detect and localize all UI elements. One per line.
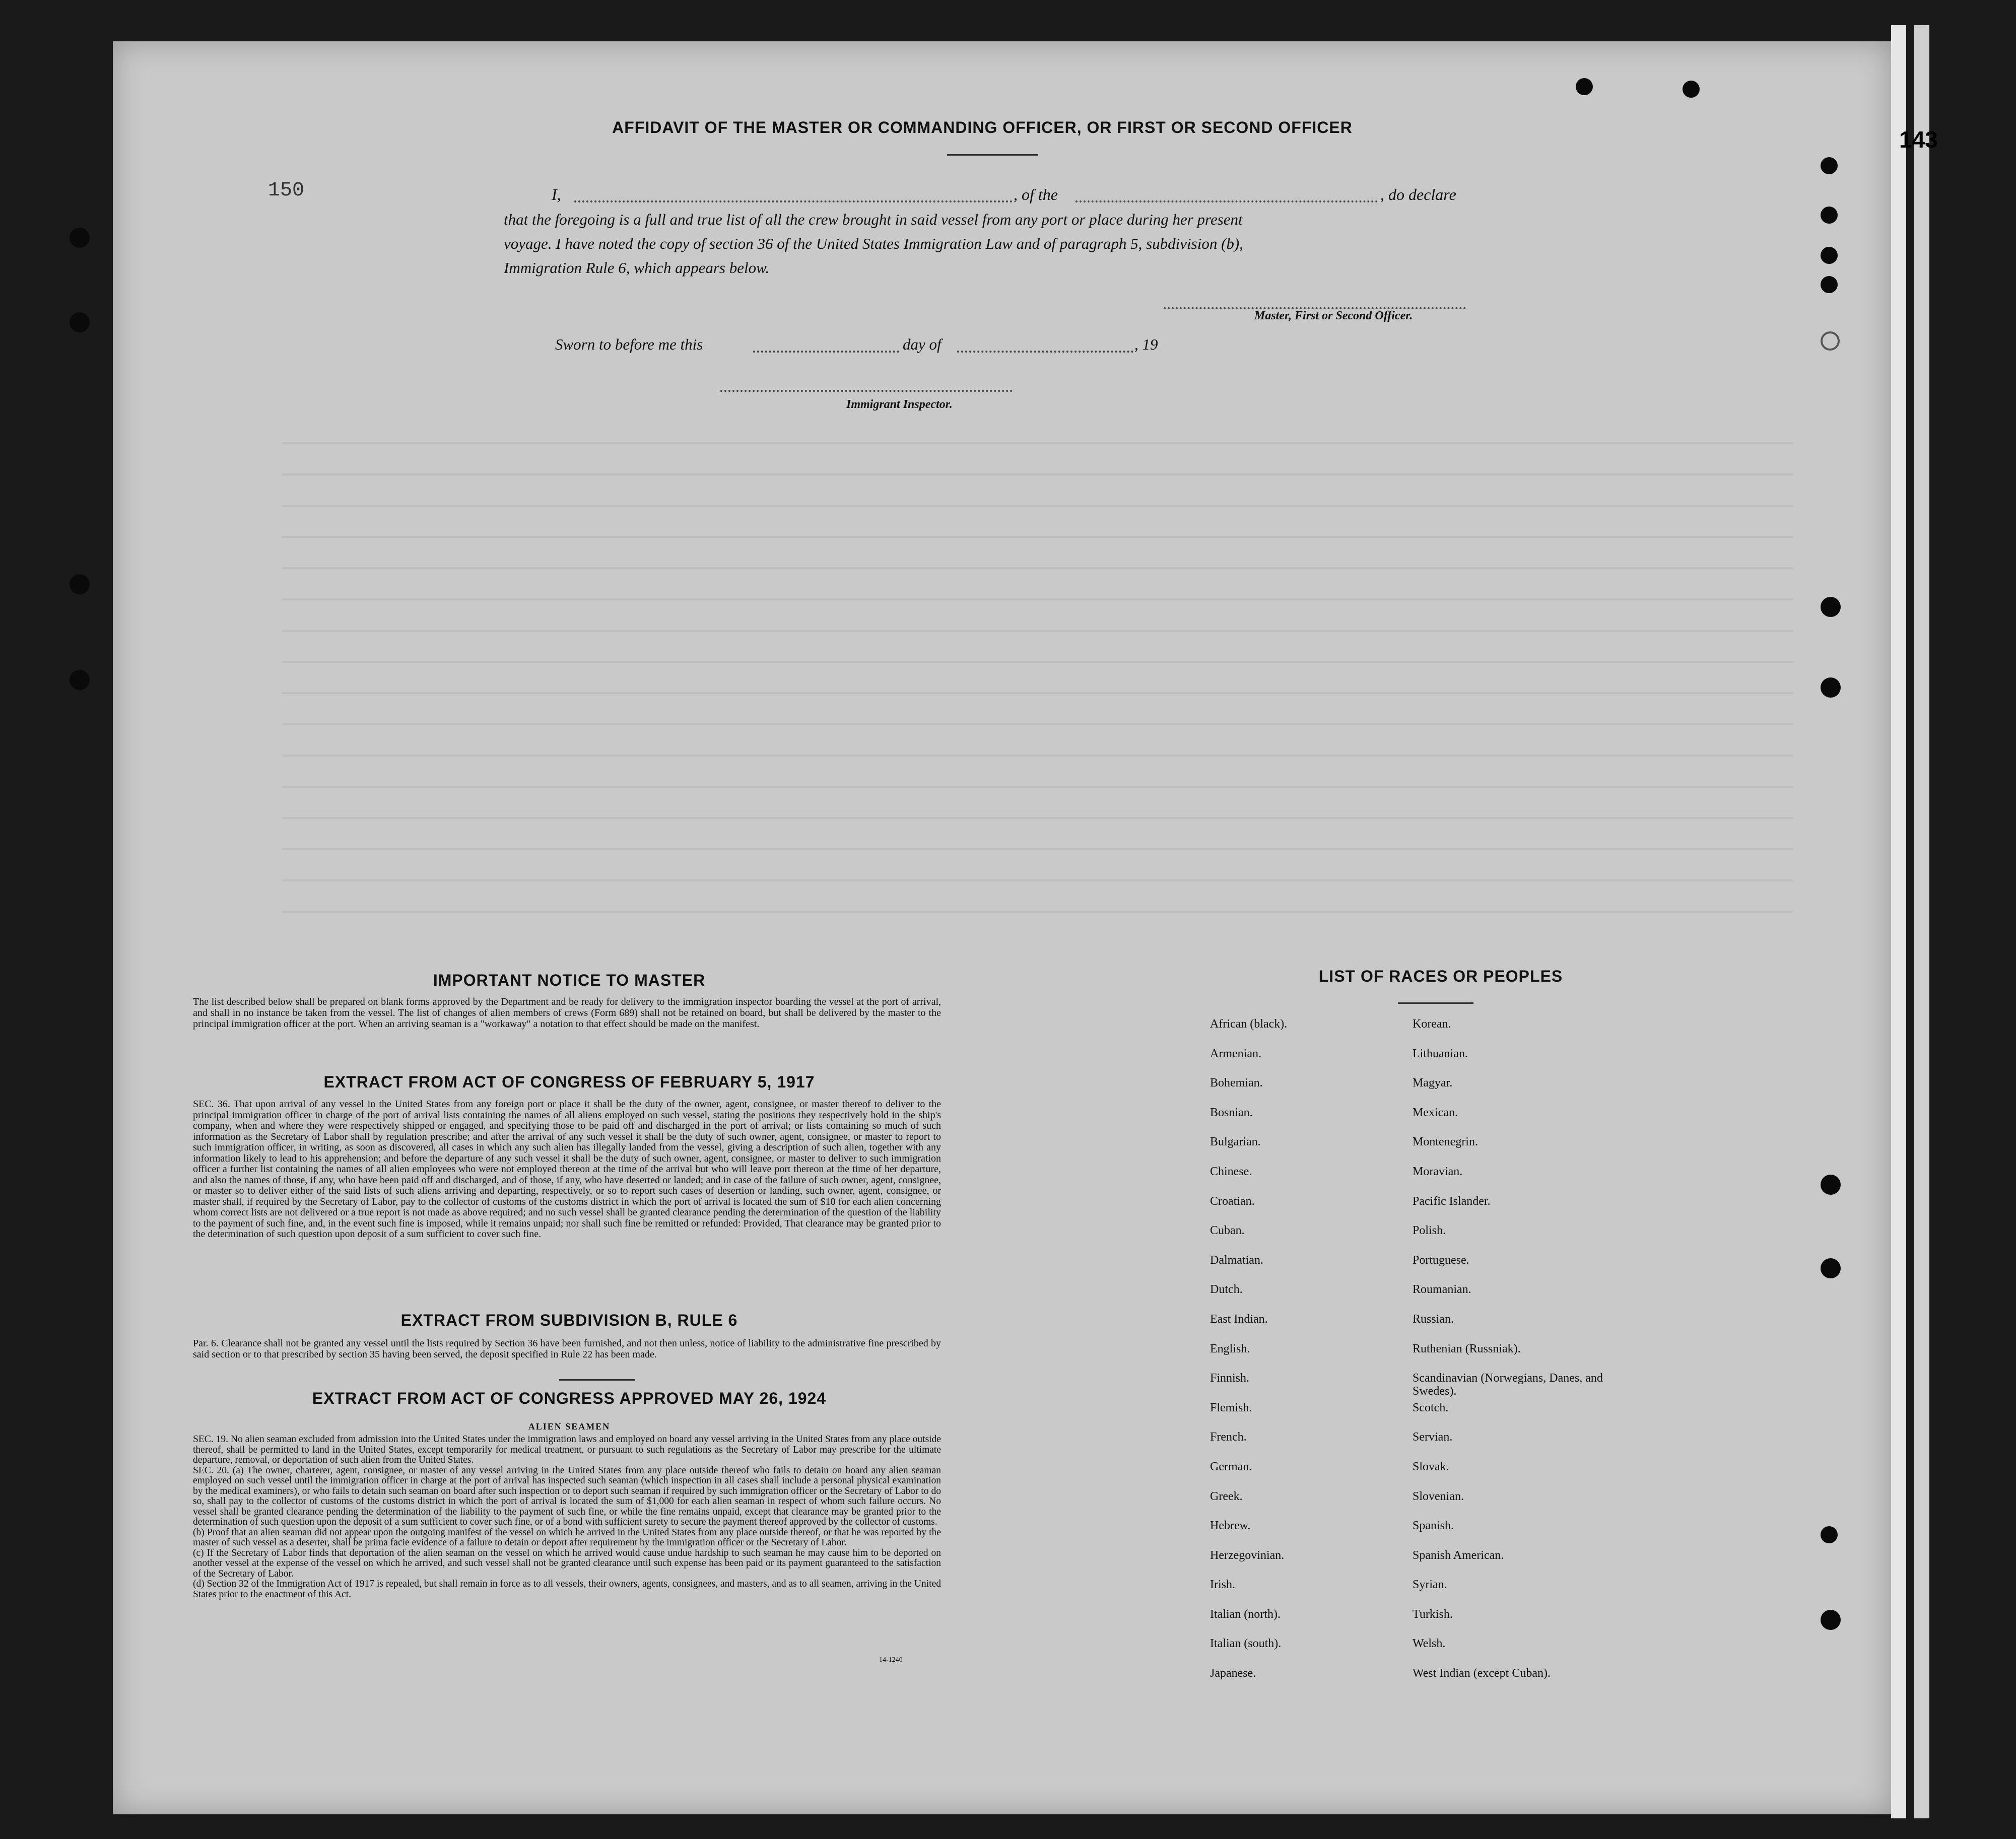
races-right-column xyxy=(1413,1017,1604,1696)
race-item: Turkish. xyxy=(1413,1607,1453,1621)
race-item: Korean. xyxy=(1413,1017,1451,1031)
race-item: Polish. xyxy=(1413,1224,1446,1238)
race-item: Herzegovinian. xyxy=(1210,1548,1285,1562)
divider xyxy=(1398,1002,1473,1004)
race-item: Bulgarian. xyxy=(1210,1135,1261,1149)
sworn-label: Sworn to before me this xyxy=(555,335,703,353)
race-item: Spanish American. xyxy=(1413,1548,1504,1562)
extract-1924-body xyxy=(193,1435,941,1600)
punch-hole xyxy=(1821,1610,1841,1630)
race-item: Mexican. xyxy=(1413,1106,1458,1119)
race-item: Chinese. xyxy=(1210,1165,1252,1178)
extract-1917-text: SEC. 36. That upon arrival of any vessel in the United States from any foreign port or place it shall be the duty of the owner, agent, consignee, or master thereof to deliver to the principal immigration officer in charge of the port of arrival lists containing the names of all aliens employed on such vessel, stating the positions they respectively hold in the ship's company, when and where they were respectively shipped or engaged, and specifying those to be paid off and discharged in the port of arrival; or lists containing so much of such information as the Secretary of Labor shall by regulation prescribe; and after the arrival of any such vessel it shall be the duty of such owner, agent, consignee, or master to report to such immigration officer, in writing, as soon as discovered, all cases in which any such alien has illegally landed from the vessel, giving a description of such alien, together with any information likely to lead to his apprehension; and before the departure of any such vessel it shall be the duty of such owner, agent, consignee, or master to deliver to such immigration officer a further list containing the names of all alien employees who were not employed thereon at the time of the arrival but who will leave port thereon at the time of her departure, and also the names of those, if any, who have been paid off and discharged, and of those, if any, who have deserted or landed; and in case of the failure of such owner, agent, consignee, or master so to deliver either of the said lists of such aliens arriving and departing, respectively, or so to report such cases of desertion or landing, such owner, agent, consignee, or master shall, if required by the Secretary of Labor, pay to the collector of customs of the customs district in which the port of arrival is located the sum of $10 for each alien concerning whom correct lists are not delivered or a true report is not made as above required; and no such vessel shall be granted clearance pending the determination of the question of the liability to the payment of such fine, and, in the event such fine is imposed, while it remains unpaid; nor shall such fine be remitted or refunded: Provided, That clearance may be granted prior to the determination of such question upon deposit of a sum sufficient to cover such fine. xyxy=(193,1099,941,1240)
notice-title: IMPORTANT NOTICE TO MASTER xyxy=(433,971,706,989)
race-item: Irish. xyxy=(1210,1578,1235,1592)
punch-hole xyxy=(1821,677,1841,698)
punch-hole xyxy=(1576,78,1593,95)
races-left-column xyxy=(1210,1017,1401,1696)
race-item: Hebrew. xyxy=(1210,1519,1251,1533)
sec-20a: SEC. 20. (a) The owner, charterer, agent, consignee, or master of any vessel arriving in the United States from any place outside thereof who fails to detain on board any alien seaman employed on such vessel until the immigration officer in charge at the port of arrival has inspected such seaman (which inspection in all cases shall include a personal physical examination by the medical examiners), or who fails to detain such seaman on board after such inspection or to deport such seaman if required by such immigration officer or the Secretary of Labor to do so, shall pay to the collector of customs of the customs district in which the port of arrival is located the sum of $1,000 for each alien seaman in respect of whom such failure occurs. No vessel shall be granted clearance pending the determination of the liability to the payment of such fine, or while the fine remains unpaid, except that clearance may be granted prior to the determination of such question upon the deposit of a sum sufficient to cover such fine, or of a bond with sufficient surety to secure the payment thereof approved by the collector of customs. xyxy=(193,1465,941,1527)
race-item: English. xyxy=(1210,1342,1250,1355)
inspector-signature-label: Immigrant Inspector. xyxy=(846,398,953,411)
extract-rule6-title: EXTRACT FROM SUBDIVISION B, RULE 6 xyxy=(400,1311,738,1329)
race-item: Dutch. xyxy=(1210,1283,1243,1297)
race-item: Italian (north). xyxy=(1210,1607,1281,1621)
punch-hole xyxy=(70,312,90,332)
sec-20d: (d) Section 32 of the Immigration Act of 1917 is repealed, but shall remain in force as to all vessels, their owners, agents, consignees, and masters, and as to all seamen, arriving in the United States prior to the enactment of this Act. xyxy=(193,1579,941,1600)
vessel-blank[interactable] xyxy=(1076,200,1378,202)
race-item: Armenian. xyxy=(1210,1047,1261,1060)
race-item: West Indian (except Cuban). xyxy=(1413,1667,1551,1680)
notice-text: The list described below shall be prepared on blank forms approved by the Department and be ready for delivery to the immigration inspector boarding the vessel at the port of arrival, and shall in no instance be taken from the vessel. The list of changes of alien members of crews (Form 689) shall not be retained on board, but shall be delivered by the master to the principal immigration officer at the port. When an arriving seaman is a "workaway" a notation to that effect should be made on the manifest. xyxy=(193,996,941,1030)
sec-19: SEC. 19. No alien seaman excluded from admission into the United States under the immigration laws and employed on board any vessel arriving in the United States from any place outside thereof, shall be permitted to land in the United States, except temporarily for medical treatment, or pursuant to such regulations as the Secretary of Labor may prescribe for the ultimate departure, removal, or deportation of such alien from the United States. xyxy=(193,1434,941,1465)
race-item: Portuguese. xyxy=(1413,1253,1469,1267)
race-item: Syrian. xyxy=(1413,1578,1447,1592)
race-item: Bohemian. xyxy=(1210,1076,1263,1090)
races-list xyxy=(1210,1017,1603,1687)
punch-hole xyxy=(1821,1175,1841,1195)
punch-hole xyxy=(1821,331,1840,351)
sworn-month-blank[interactable] xyxy=(957,351,1133,353)
affidavit-declare-label: , do declare xyxy=(1380,185,1456,203)
page-number: 143 xyxy=(1899,126,1938,153)
page-edge xyxy=(1914,25,1929,1818)
divider xyxy=(559,1379,635,1381)
race-item: Lithuanian. xyxy=(1413,1047,1468,1060)
race-item: African (black). xyxy=(1210,1017,1288,1031)
races-title: LIST OF RACES OR PEOPLES xyxy=(1318,967,1563,985)
affidavit-i-label: I, xyxy=(552,185,561,203)
affidavit-line-2: that the foregoing is a full and true list of all the crew brought in said vessel from any port or place during her present xyxy=(504,211,1243,228)
affidavit-of-the-label: , of the xyxy=(1014,185,1058,203)
race-item: Magyar. xyxy=(1413,1076,1453,1090)
punch-hole xyxy=(1821,597,1841,617)
affidavit-title: AFFIDAVIT OF THE MASTER OR COMMANDING OFFICER, OR FIRST OR SECOND OFFICER xyxy=(612,118,1353,137)
divider xyxy=(947,154,1038,156)
race-item: Slovenian. xyxy=(1413,1489,1464,1503)
punch-hole xyxy=(1821,1258,1841,1278)
race-item: Croatian. xyxy=(1210,1194,1255,1208)
punch-hole xyxy=(70,228,90,248)
punch-hole xyxy=(70,574,90,594)
extract-1924-subtitle: ALIEN SEAMEN xyxy=(528,1421,611,1432)
race-item: Japanese. xyxy=(1210,1667,1256,1680)
name-blank[interactable] xyxy=(574,200,1013,202)
affidavit-line-3: voyage. I have noted the copy of section 36 of the United States Immigration Law and of paragraph 5, subdivision (b), xyxy=(504,235,1243,252)
race-item: Finnish. xyxy=(1210,1372,1250,1385)
punch-hole xyxy=(1683,81,1700,98)
race-item: Servian. xyxy=(1413,1431,1453,1444)
race-item: Montenegrin. xyxy=(1413,1135,1478,1149)
race-item: Dalmatian. xyxy=(1210,1253,1263,1267)
race-item: Scandinavian (Norwegians, Danes, and Swedes). xyxy=(1413,1372,1603,1398)
punch-hole xyxy=(1821,157,1838,174)
race-item: German. xyxy=(1210,1460,1252,1473)
extract-1917-title: EXTRACT FROM ACT OF CONGRESS OF FEBRUARY 5, 1917 xyxy=(323,1073,815,1091)
day-of-label: day of xyxy=(903,335,942,353)
page-edge xyxy=(1891,25,1906,1818)
punch-hole xyxy=(1821,276,1838,293)
race-item: Moravian. xyxy=(1413,1165,1463,1178)
punch-hole xyxy=(1821,247,1838,264)
race-item: Cuban. xyxy=(1210,1224,1245,1238)
year-label: , 19 xyxy=(1134,335,1158,353)
sec-20b: (b) Proof that an alien seaman did not appear upon the outgoing manifest of the vessel on which he arrived in the United States from any place outside thereof, or that he was reported by the master of such vessel as a deserter, shall be prima facie evidence of a failure to detain or deport after requirement by the immigration officer or the Secretary of Labor. xyxy=(193,1527,941,1548)
race-item: Flemish. xyxy=(1210,1401,1252,1414)
punch-hole xyxy=(1821,207,1838,224)
race-item: Welsh. xyxy=(1413,1637,1446,1651)
race-item: Slovak. xyxy=(1413,1460,1449,1473)
extract-rule6-text: Par. 6. Clearance shall not be granted any vessel until the lists required by Section 36 have been furnished, and not then unless, notice of liability to the administrative fine prescribed by said section or to that prescribed by section 35 having been served, the deposit specified in Rule 22 has been made. xyxy=(193,1338,941,1360)
margin-mark: 150 xyxy=(268,179,305,202)
race-item: East Indian. xyxy=(1210,1312,1268,1326)
sec-20c: (c) If the Secretary of Labor finds that deportation of the alien seaman on the vessel on which he arrived would cause undue hardship to such seaman he may cause him to be deported on another vessel at the expense of the vessel on which he arrived, and such vessel shall not be granted clearance until such expense has been paid or its payment guaranteed to the satisfaction of the Secretary of Labor. xyxy=(193,1547,941,1579)
race-item: Ruthenian (Russniak). xyxy=(1413,1342,1521,1355)
race-item: Bosnian. xyxy=(1210,1106,1253,1119)
race-item: Italian (south). xyxy=(1210,1637,1282,1651)
race-item: Roumanian. xyxy=(1413,1283,1471,1297)
race-item: French. xyxy=(1210,1431,1247,1444)
extract-1924-title: EXTRACT FROM ACT OF CONGRESS APPROVED MAY 26, 1924 xyxy=(312,1389,827,1407)
race-item: Greek. xyxy=(1210,1489,1243,1503)
form-number: 14-1240 xyxy=(879,1656,903,1664)
race-item: Scotch. xyxy=(1413,1401,1449,1414)
race-item: Pacific Islander. xyxy=(1413,1194,1491,1208)
punch-hole xyxy=(70,670,90,690)
race-item: Russian. xyxy=(1413,1312,1454,1326)
punch-hole xyxy=(1821,1526,1838,1543)
master-signature-label: Master, First or Second Officer. xyxy=(1254,309,1413,322)
sworn-day-blank[interactable] xyxy=(753,351,899,353)
affidavit-line-4: Immigration Rule 6, which appears below. xyxy=(504,259,770,277)
race-item: Spanish. xyxy=(1413,1519,1454,1533)
inspector-signature-line[interactable] xyxy=(720,390,1013,392)
